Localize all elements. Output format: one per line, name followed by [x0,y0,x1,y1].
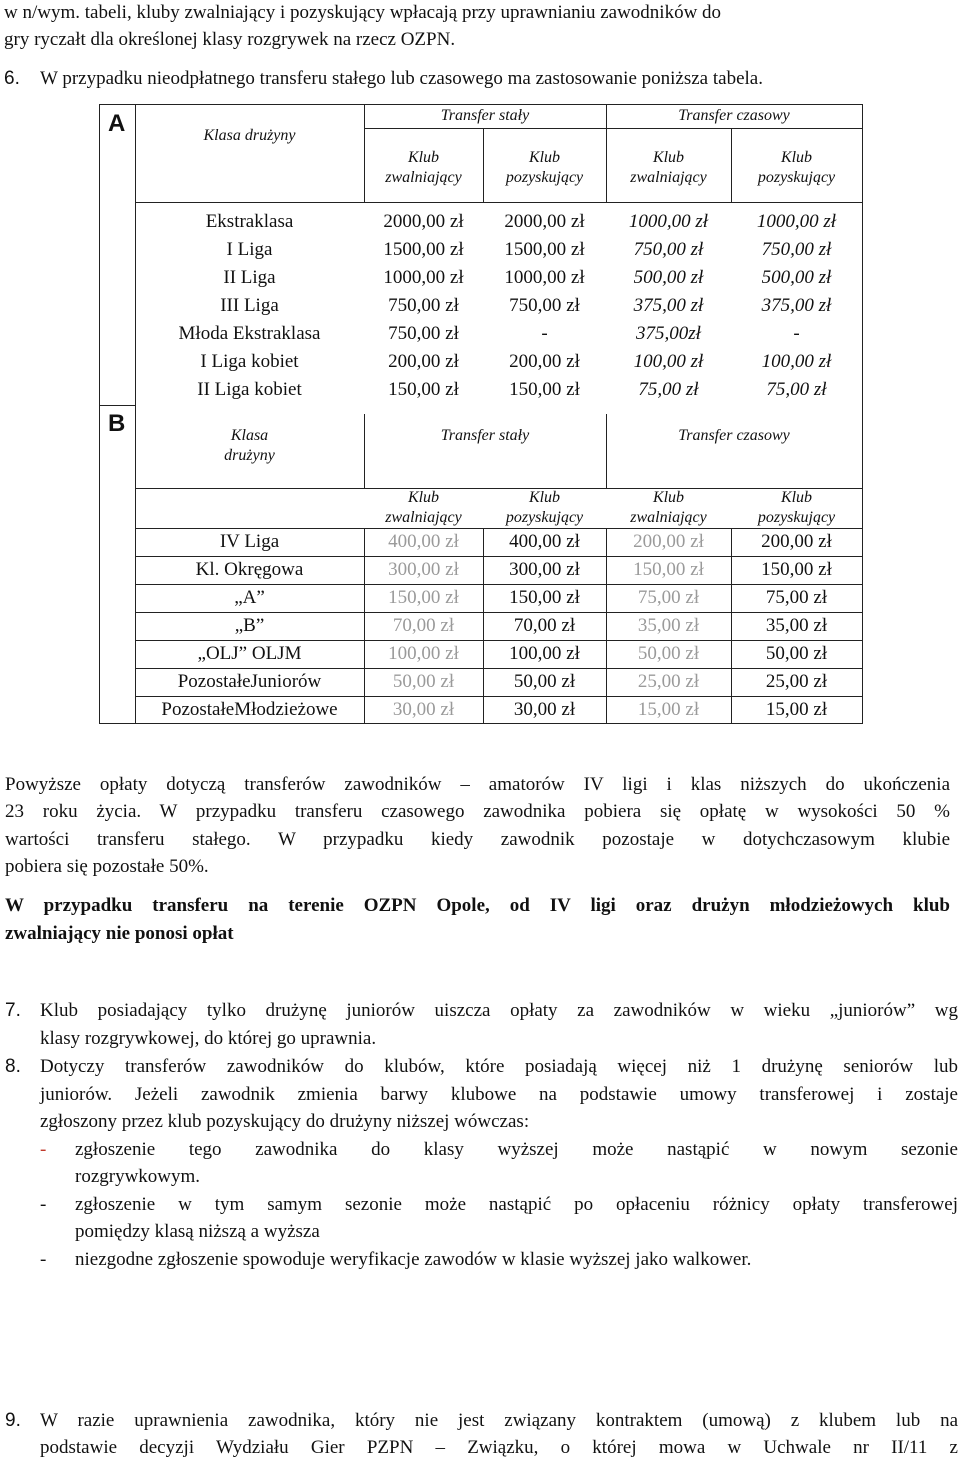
item-6-text: W przypadku nieodpłatnego transferu stałego lub czasowego ma zastosowanie poniższa tabela. [40,68,763,89]
fee-value: 150,00 zł [509,587,580,608]
fee-value: 400,00 zł [388,531,459,552]
fee-value: 35,00 zł [637,615,700,636]
transfer-staly-header: Transfer stały [440,107,530,124]
table-hline [135,584,863,585]
fee-value: 30,00 zł [513,699,576,720]
table-hline [135,612,863,613]
fee-value: 200,00 zł [509,351,580,372]
table-hline [135,202,863,203]
bold-note-line: zwalniający nie ponosi opłat [5,923,234,944]
section-marker-b: B [108,410,126,437]
fee-value: 500,00 zł [761,267,832,288]
class-name: Młoda Ekstraklasa [178,323,321,344]
fee-value: 150,00 zł [761,559,832,580]
class-name: „A” [234,587,265,608]
fee-value: 30,00 zł [392,699,455,720]
fee-value: 70,00 zł [513,615,576,636]
fee-value: 200,00 zł [633,531,704,552]
fee-value: 750,00 zł [388,323,459,344]
table-hline [99,405,135,406]
bullet-dash: - [40,1194,47,1215]
class-name: PozostałeMłodzieżowe [161,699,338,720]
fee-value: 150,00 zł [633,559,704,580]
klub-zwalniajacy-header: Klub zwalniający [385,489,462,526]
item-7-number: 7. [5,1000,21,1021]
table-hline [135,640,863,641]
intro-line-2: gry ryczałt dla określonej klasy rozgrywek na rzecz OZPN. [4,29,456,50]
fee-value: 15,00 zł [637,699,700,720]
klub-zwalniajacy-header: Klub zwalniający [630,149,707,186]
bullet-1-line: zgłoszenie tego zawodnika do klasy wyższej może nastąpić w nowym sezonie [75,1139,958,1160]
class-name: II Liga [223,267,276,288]
notes-line: Powyższe opłaty dotyczą transferów zawodników – amatorów IV ligi i klas niższych do ukończenia [5,774,950,795]
notes-line: wartości transferu stałego. W przypadku kiedy zawodnik pozostaje w dotychczasowym klubie [5,829,950,850]
class-name: IV Liga [219,531,280,552]
klub-pozyskujacy-header: Klub pozyskujący [757,489,836,526]
fee-value: 50,00 zł [513,671,576,692]
fee-value: 1500,00 zł [383,239,464,260]
fee-value: 150,00 zł [388,379,459,400]
class-name: I Liga [226,239,273,260]
fee-value: - [541,323,548,344]
bullet-dash: - [40,1249,47,1270]
fee-value: 1000,00 zł [504,267,585,288]
item-8-line: zgłoszony przez klub pozyskujący do drużyny niższej wówczas: [40,1111,530,1132]
fee-value: 300,00 zł [388,559,459,580]
fee-value: 70,00 zł [392,615,455,636]
fee-value: 750,00 zł [633,239,704,260]
table-hline [135,528,863,529]
fee-value: 500,00 zł [633,267,704,288]
fee-value: 375,00 zł [633,295,704,316]
fee-value: 50,00 zł [765,643,828,664]
fee-value: 375,00zł [636,323,701,344]
class-name: I Liga kobiet [200,351,299,372]
class-name: Kl. Okręgowa [195,559,304,580]
table-border-right [862,104,863,724]
bullet-1-line: rozgrywkowym. [75,1166,201,1187]
fee-value: 100,00 zł [633,351,704,372]
item-8-number: 8. [5,1056,21,1077]
klub-pozyskujacy-header: Klub pozyskujący [757,149,836,186]
fee-value: 50,00 zł [637,643,700,664]
item-7-line: Klub posiadający tylko drużynę juniorów uiszcza opłaty za zawodników w wieku „juniorów” wg [40,1000,958,1021]
bold-note-line: W przypadku transferu na terenie OZPN Opole, od IV ligi oraz drużyn młodzieżowych klub [5,895,950,916]
fee-value: 25,00 zł [637,671,700,692]
fee-value: 100,00 zł [388,643,459,664]
intro-line-1: w n/wym. tabeli, kluby zwalniający i pozyskujący wpłacają przy uprawnianiu zawodników do [4,2,722,23]
fee-value: 75,00 zł [765,587,828,608]
transfer-czasowy-header: Transfer czasowy [678,107,790,124]
bullet-dash: - [40,1139,47,1160]
fee-value: 750,00 zł [388,295,459,316]
fee-value: 35,00 zł [765,615,828,636]
klub-pozyskujacy-header: Klub pozyskujący [505,489,584,526]
fee-value: 75,00 zł [766,379,827,400]
fee-value: 750,00 zł [761,239,832,260]
class-name: „B” [234,615,265,636]
item-8-line: Dotyczy transferów zawodników do klubów, które posiadają więcej niż 1 drużynę seniorów lub [40,1056,958,1077]
fee-value: 200,00 zł [388,351,459,372]
fee-value: 100,00 zł [509,643,580,664]
fee-value: 400,00 zł [509,531,580,552]
fee-value: 375,00 zł [761,295,832,316]
klub-zwalniajacy-header: Klub zwalniający [385,149,462,186]
fee-value: 1000,00 zł [383,267,464,288]
item-7-line: klasy rozgrywkowej, do której go uprawnia. [40,1028,377,1049]
fee-value: 50,00 zł [392,671,455,692]
section-marker-a: A [108,110,126,137]
fee-value: 75,00 zł [638,379,699,400]
klub-zwalniajacy-header: Klub zwalniający [630,489,707,526]
transfer-staly-header: Transfer stały [440,427,530,444]
notes-line: pobiera się pozostałe 50%. [5,856,209,877]
fee-value: 100,00 zł [761,351,832,372]
class-name: „OLJ” OLJM [197,643,302,664]
fee-value: 200,00 zł [761,531,832,552]
notes-line: 23 roku życia. W przypadku transferu czasowego zawodnika pobiera się opłatę w wysokości 50 % [5,801,950,822]
bullet-2-line: pomiędzy klasą niższą a wyższa [75,1221,320,1242]
fee-value: 1000,00 zł [628,211,709,232]
fee-value: 15,00 zł [765,699,828,720]
klub-pozyskujacy-header: Klub pozyskujący [505,149,584,186]
item-6-number: 6. [4,68,20,89]
fee-value: 300,00 zł [509,559,580,580]
fee-value: 2000,00 zł [504,211,585,232]
fee-value: 25,00 zł [765,671,828,692]
bullet-3-line: niezgodne zgłoszenie spowoduje weryfikacje zawodów w klasie wyższej jako walkower. [75,1249,752,1270]
class-header: Klasa drużyny [203,127,296,144]
item-8-line: juniorów. Jeżeli zawodnik zmienia barwy klubowe na podstawie umowy transferowej i zostaje [40,1084,958,1105]
fee-value: 150,00 zł [388,587,459,608]
transfer-czasowy-header: Transfer czasowy [678,427,790,444]
class-header: Klasa drużyny [224,427,275,464]
fee-value: 75,00 zł [637,587,700,608]
fee-value: 1500,00 zł [504,239,585,260]
class-name: PozostałeJuniorów [177,671,322,692]
item-9-line: W razie uprawnienia zawodnika, który nie jest związany kontraktem (umową) z klubem lub na [40,1410,958,1431]
table-border-top [99,104,863,105]
fee-value: - [793,323,800,344]
table-hline [135,556,863,557]
fee-value: 750,00 zł [509,295,580,316]
fee-value: 2000,00 zł [383,211,464,232]
fee-value: 1000,00 zł [756,211,837,232]
class-name: III Liga [220,295,279,316]
item-9-number: 9. [5,1410,21,1431]
bullet-2-line: zgłoszenie w tym samym sezonie może nastąpić po opłaceniu różnicy opłaty transferowej [75,1194,958,1215]
class-name: Ekstraklasa [205,211,294,232]
table-border-bottom [99,723,863,724]
table-hline [135,696,863,697]
item-9-line: podstawie decyzji Wydziału Gier PZPN – Związku, o której mowa w Uchwale nr II/11 z [40,1437,958,1458]
table-border-left [99,104,100,724]
fee-value: 150,00 zł [509,379,580,400]
class-name: II Liga kobiet [197,379,302,400]
table-hline [364,128,863,129]
table-hline [135,668,863,669]
